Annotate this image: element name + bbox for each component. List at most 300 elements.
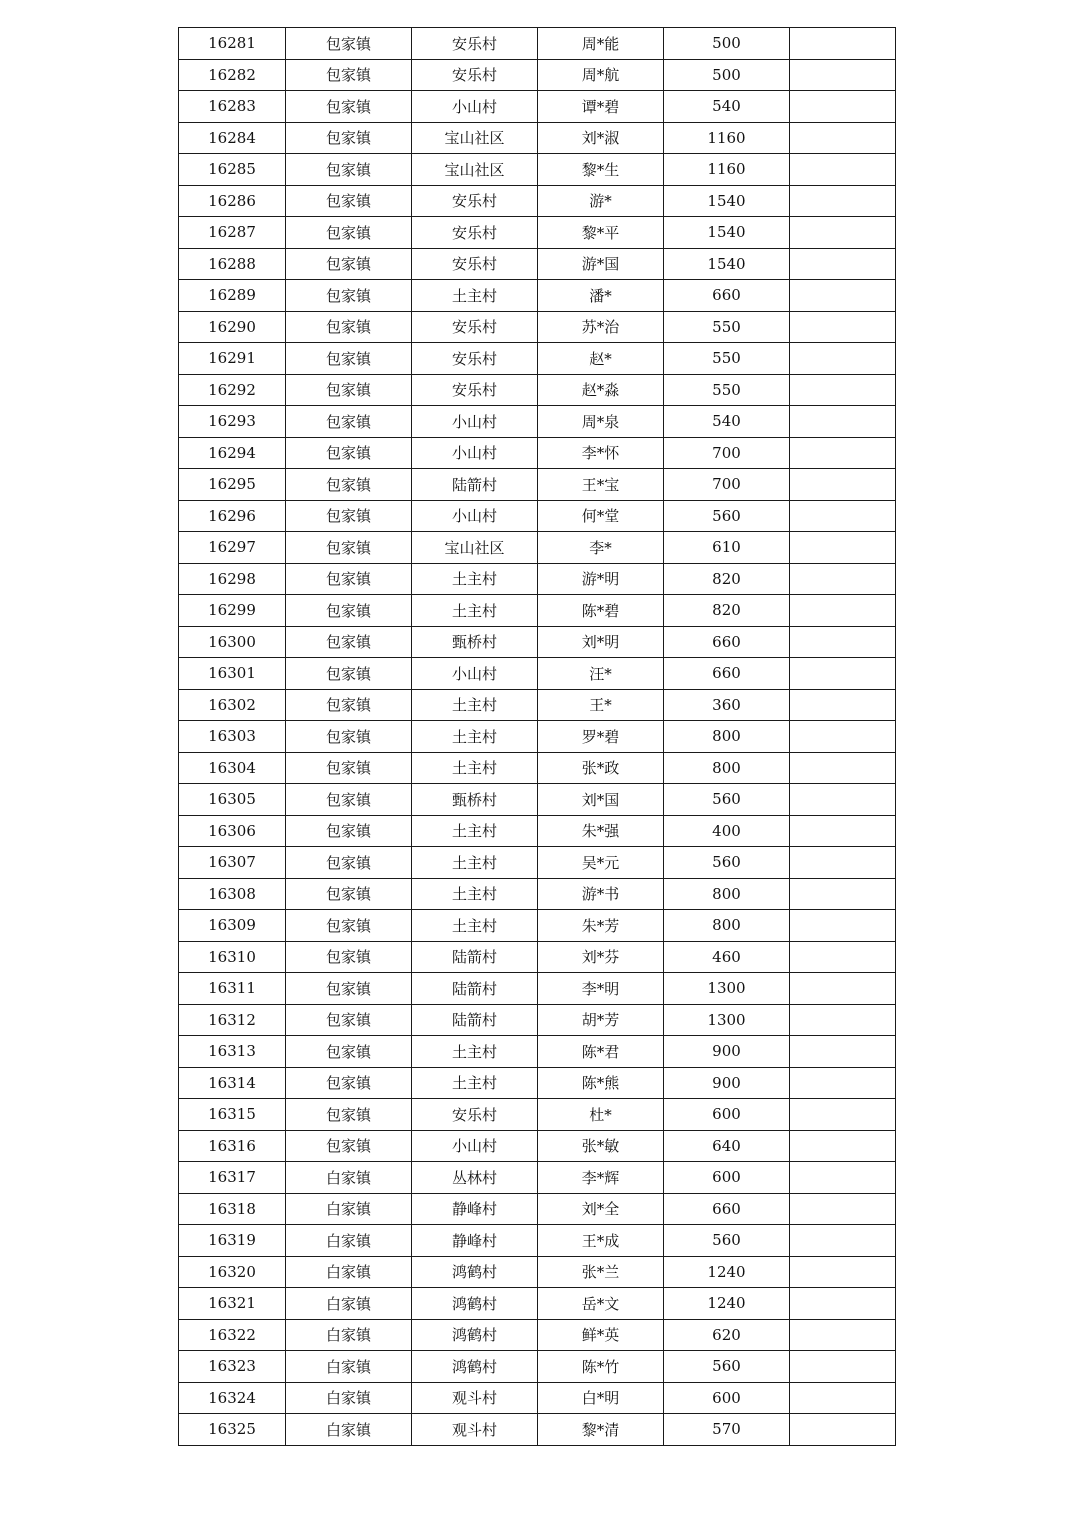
amount-cell: 1540 — [664, 248, 790, 280]
village-cell: 土主村 — [412, 752, 538, 784]
town-cell: 包家镇 — [286, 311, 412, 343]
village-cell: 土主村 — [412, 847, 538, 879]
amount-cell: 1160 — [664, 154, 790, 186]
village-cell: 观斗村 — [412, 1414, 538, 1446]
row-number-cell: 16305 — [179, 784, 286, 816]
town-cell: 包家镇 — [286, 437, 412, 469]
town-cell: 包家镇 — [286, 847, 412, 879]
row-number-cell: 16313 — [179, 1036, 286, 1068]
name-cell: 周*能 — [538, 28, 664, 60]
village-cell: 安乐村 — [412, 28, 538, 60]
village-cell: 小山村 — [412, 91, 538, 123]
row-number-cell: 16282 — [179, 59, 286, 91]
row-number-cell: 16318 — [179, 1193, 286, 1225]
amount-cell: 1300 — [664, 973, 790, 1005]
village-cell: 安乐村 — [412, 1099, 538, 1131]
row-number-cell: 16311 — [179, 973, 286, 1005]
name-cell: 李*辉 — [538, 1162, 664, 1194]
amount-cell: 900 — [664, 1036, 790, 1068]
remark-cell — [790, 500, 896, 532]
amount-cell: 700 — [664, 437, 790, 469]
remark-cell — [790, 563, 896, 595]
town-cell: 包家镇 — [286, 563, 412, 595]
village-cell: 土主村 — [412, 563, 538, 595]
village-cell: 土主村 — [412, 815, 538, 847]
name-cell: 游*书 — [538, 878, 664, 910]
name-cell: 周*泉 — [538, 406, 664, 438]
table-row — [179, 248, 896, 280]
remark-cell — [790, 658, 896, 690]
town-cell: 包家镇 — [286, 469, 412, 501]
amount-cell: 700 — [664, 469, 790, 501]
amount-cell: 560 — [664, 1225, 790, 1257]
village-cell: 土主村 — [412, 878, 538, 910]
town-cell: 包家镇 — [286, 878, 412, 910]
amount-cell: 550 — [664, 343, 790, 375]
town-cell: 白家镇 — [286, 1319, 412, 1351]
town-cell: 白家镇 — [286, 1414, 412, 1446]
amount-cell: 560 — [664, 1351, 790, 1383]
table-row — [179, 469, 896, 501]
table-row — [179, 1036, 896, 1068]
name-cell: 王* — [538, 689, 664, 721]
name-cell: 周*航 — [538, 59, 664, 91]
remark-cell — [790, 941, 896, 973]
row-number-cell: 16317 — [179, 1162, 286, 1194]
village-cell: 甄桥村 — [412, 626, 538, 658]
village-cell: 土主村 — [412, 1036, 538, 1068]
remark-cell — [790, 1225, 896, 1257]
table-row — [179, 532, 896, 564]
table-row — [179, 1288, 896, 1320]
row-number-cell: 16316 — [179, 1130, 286, 1162]
village-cell: 陆箭村 — [412, 973, 538, 1005]
name-cell: 李* — [538, 532, 664, 564]
village-cell: 土主村 — [412, 721, 538, 753]
village-cell: 鸿鹤村 — [412, 1319, 538, 1351]
table-row — [179, 500, 896, 532]
table-row — [179, 1256, 896, 1288]
row-number-cell: 16300 — [179, 626, 286, 658]
town-cell: 包家镇 — [286, 689, 412, 721]
row-number-cell: 16324 — [179, 1382, 286, 1414]
remark-cell — [790, 1099, 896, 1131]
table-row — [179, 1225, 896, 1257]
remark-cell — [790, 1288, 896, 1320]
row-number-cell: 16302 — [179, 689, 286, 721]
remark-cell — [790, 185, 896, 217]
amount-cell: 800 — [664, 752, 790, 784]
table-row — [179, 1193, 896, 1225]
table-row — [179, 280, 896, 312]
name-cell: 李*怀 — [538, 437, 664, 469]
table-row — [179, 217, 896, 249]
row-number-cell: 16314 — [179, 1067, 286, 1099]
town-cell: 白家镇 — [286, 1288, 412, 1320]
row-number-cell: 16303 — [179, 721, 286, 753]
name-cell: 岳*文 — [538, 1288, 664, 1320]
table-row — [179, 1162, 896, 1194]
town-cell: 包家镇 — [286, 154, 412, 186]
name-cell: 赵*淼 — [538, 374, 664, 406]
table-row — [179, 406, 896, 438]
name-cell: 刘*全 — [538, 1193, 664, 1225]
name-cell: 黎*生 — [538, 154, 664, 186]
village-cell: 甄桥村 — [412, 784, 538, 816]
amount-cell: 540 — [664, 91, 790, 123]
row-number-cell: 16319 — [179, 1225, 286, 1257]
table-body — [179, 28, 896, 1446]
town-cell: 包家镇 — [286, 280, 412, 312]
name-cell: 胡*芳 — [538, 1004, 664, 1036]
village-cell: 丛林村 — [412, 1162, 538, 1194]
town-cell: 白家镇 — [286, 1382, 412, 1414]
table-row — [179, 374, 896, 406]
town-cell: 包家镇 — [286, 185, 412, 217]
table-row — [179, 878, 896, 910]
village-cell: 安乐村 — [412, 311, 538, 343]
amount-cell: 610 — [664, 532, 790, 564]
amount-cell: 600 — [664, 1162, 790, 1194]
name-cell: 张*政 — [538, 752, 664, 784]
remark-cell — [790, 1256, 896, 1288]
village-cell: 安乐村 — [412, 59, 538, 91]
name-cell: 刘*国 — [538, 784, 664, 816]
town-cell: 包家镇 — [286, 910, 412, 942]
name-cell: 游*国 — [538, 248, 664, 280]
row-number-cell: 16281 — [179, 28, 286, 60]
town-cell: 包家镇 — [286, 1036, 412, 1068]
row-number-cell: 16325 — [179, 1414, 286, 1446]
village-cell: 小山村 — [412, 437, 538, 469]
village-cell: 小山村 — [412, 1130, 538, 1162]
remark-cell — [790, 1130, 896, 1162]
remark-cell — [790, 1382, 896, 1414]
row-number-cell: 16323 — [179, 1351, 286, 1383]
table-row — [179, 626, 896, 658]
remark-cell — [790, 28, 896, 60]
remark-cell — [790, 847, 896, 879]
name-cell: 朱*芳 — [538, 910, 664, 942]
amount-cell: 660 — [664, 658, 790, 690]
town-cell: 包家镇 — [286, 1067, 412, 1099]
name-cell: 朱*强 — [538, 815, 664, 847]
remark-cell — [790, 1004, 896, 1036]
village-cell: 土主村 — [412, 595, 538, 627]
name-cell: 刘*芬 — [538, 941, 664, 973]
village-cell: 安乐村 — [412, 185, 538, 217]
amount-cell: 800 — [664, 878, 790, 910]
row-number-cell: 16298 — [179, 563, 286, 595]
name-cell: 刘*明 — [538, 626, 664, 658]
table-row — [179, 784, 896, 816]
town-cell: 包家镇 — [286, 59, 412, 91]
row-number-cell: 16294 — [179, 437, 286, 469]
table-row — [179, 1319, 896, 1351]
amount-cell: 660 — [664, 1193, 790, 1225]
name-cell: 谭*碧 — [538, 91, 664, 123]
table-row — [179, 185, 896, 217]
village-cell: 小山村 — [412, 406, 538, 438]
row-number-cell: 16287 — [179, 217, 286, 249]
amount-cell: 600 — [664, 1382, 790, 1414]
remark-cell — [790, 122, 896, 154]
table-row — [179, 154, 896, 186]
village-cell: 静峰村 — [412, 1193, 538, 1225]
row-number-cell: 16291 — [179, 343, 286, 375]
amount-cell: 560 — [664, 847, 790, 879]
town-cell: 包家镇 — [286, 500, 412, 532]
village-cell: 宝山社区 — [412, 122, 538, 154]
town-cell: 包家镇 — [286, 784, 412, 816]
name-cell: 游* — [538, 185, 664, 217]
village-cell: 小山村 — [412, 500, 538, 532]
town-cell: 包家镇 — [286, 532, 412, 564]
table-row — [179, 1351, 896, 1383]
amount-cell: 1240 — [664, 1256, 790, 1288]
amount-cell: 500 — [664, 28, 790, 60]
name-cell: 赵* — [538, 343, 664, 375]
name-cell: 张*敏 — [538, 1130, 664, 1162]
name-cell: 鲜*英 — [538, 1319, 664, 1351]
amount-cell: 900 — [664, 1067, 790, 1099]
name-cell: 陈*竹 — [538, 1351, 664, 1383]
table-row — [179, 1382, 896, 1414]
village-cell: 土主村 — [412, 689, 538, 721]
village-cell: 鸿鹤村 — [412, 1256, 538, 1288]
village-cell: 观斗村 — [412, 1382, 538, 1414]
village-cell: 宝山社区 — [412, 532, 538, 564]
amount-cell: 360 — [664, 689, 790, 721]
town-cell: 包家镇 — [286, 721, 412, 753]
row-number-cell: 16312 — [179, 1004, 286, 1036]
name-cell: 陈*君 — [538, 1036, 664, 1068]
remark-cell — [790, 878, 896, 910]
table-row — [179, 1414, 896, 1446]
remark-cell — [790, 437, 896, 469]
village-cell: 静峰村 — [412, 1225, 538, 1257]
town-cell: 包家镇 — [286, 1004, 412, 1036]
row-number-cell: 16321 — [179, 1288, 286, 1320]
village-cell: 陆箭村 — [412, 941, 538, 973]
row-number-cell: 16304 — [179, 752, 286, 784]
row-number-cell: 16297 — [179, 532, 286, 564]
village-cell: 安乐村 — [412, 374, 538, 406]
remark-cell — [790, 721, 896, 753]
name-cell: 李*明 — [538, 973, 664, 1005]
village-cell: 宝山社区 — [412, 154, 538, 186]
row-number-cell: 16295 — [179, 469, 286, 501]
remark-cell — [790, 248, 896, 280]
village-cell: 安乐村 — [412, 248, 538, 280]
remark-cell — [790, 1036, 896, 1068]
amount-cell: 1240 — [664, 1288, 790, 1320]
table-row — [179, 721, 896, 753]
row-number-cell: 16320 — [179, 1256, 286, 1288]
name-cell: 何*堂 — [538, 500, 664, 532]
remark-cell — [790, 343, 896, 375]
name-cell: 陈*熊 — [538, 1067, 664, 1099]
town-cell: 白家镇 — [286, 1256, 412, 1288]
town-cell: 包家镇 — [286, 343, 412, 375]
remark-cell — [790, 626, 896, 658]
amount-cell: 640 — [664, 1130, 790, 1162]
table-row — [179, 815, 896, 847]
remark-cell — [790, 469, 896, 501]
table-row — [179, 595, 896, 627]
row-number-cell: 16283 — [179, 91, 286, 123]
name-cell: 杜* — [538, 1099, 664, 1131]
town-cell: 白家镇 — [286, 1351, 412, 1383]
row-number-cell: 16308 — [179, 878, 286, 910]
town-cell: 包家镇 — [286, 217, 412, 249]
town-cell: 包家镇 — [286, 815, 412, 847]
remark-cell — [790, 59, 896, 91]
remark-cell — [790, 815, 896, 847]
remark-cell — [790, 374, 896, 406]
town-cell: 包家镇 — [286, 248, 412, 280]
row-number-cell: 16296 — [179, 500, 286, 532]
village-cell: 土主村 — [412, 1067, 538, 1099]
name-cell: 张*兰 — [538, 1256, 664, 1288]
amount-cell: 500 — [664, 59, 790, 91]
town-cell: 包家镇 — [286, 374, 412, 406]
row-number-cell: 16286 — [179, 185, 286, 217]
amount-cell: 550 — [664, 374, 790, 406]
amount-cell: 570 — [664, 1414, 790, 1446]
row-number-cell: 16315 — [179, 1099, 286, 1131]
table-row — [179, 910, 896, 942]
name-cell: 王*宝 — [538, 469, 664, 501]
name-cell: 吴*元 — [538, 847, 664, 879]
table-row — [179, 437, 896, 469]
town-cell: 包家镇 — [286, 91, 412, 123]
data-table — [178, 27, 896, 1446]
town-cell: 包家镇 — [286, 406, 412, 438]
name-cell: 游*明 — [538, 563, 664, 595]
remark-cell — [790, 1351, 896, 1383]
village-cell: 鸿鹤村 — [412, 1288, 538, 1320]
table-row — [179, 752, 896, 784]
amount-cell: 1540 — [664, 217, 790, 249]
village-cell: 鸿鹤村 — [412, 1351, 538, 1383]
town-cell: 包家镇 — [286, 122, 412, 154]
town-cell: 包家镇 — [286, 595, 412, 627]
row-number-cell: 16289 — [179, 280, 286, 312]
village-cell: 土主村 — [412, 910, 538, 942]
row-number-cell: 16292 — [179, 374, 286, 406]
row-number-cell: 16301 — [179, 658, 286, 690]
remark-cell — [790, 217, 896, 249]
remark-cell — [790, 280, 896, 312]
name-cell: 刘*淑 — [538, 122, 664, 154]
town-cell: 白家镇 — [286, 1225, 412, 1257]
town-cell: 包家镇 — [286, 941, 412, 973]
amount-cell: 550 — [664, 311, 790, 343]
table-row — [179, 1099, 896, 1131]
table-row — [179, 91, 896, 123]
remark-cell — [790, 784, 896, 816]
row-number-cell: 16306 — [179, 815, 286, 847]
table-row — [179, 1067, 896, 1099]
table-row — [179, 59, 896, 91]
row-number-cell: 16284 — [179, 122, 286, 154]
row-number-cell: 16285 — [179, 154, 286, 186]
remark-cell — [790, 595, 896, 627]
remark-cell — [790, 689, 896, 721]
remark-cell — [790, 1414, 896, 1446]
table-row — [179, 973, 896, 1005]
table-row — [179, 1130, 896, 1162]
table-row — [179, 847, 896, 879]
name-cell: 王*成 — [538, 1225, 664, 1257]
amount-cell: 460 — [664, 941, 790, 973]
row-number-cell: 16310 — [179, 941, 286, 973]
town-cell: 包家镇 — [286, 1130, 412, 1162]
remark-cell — [790, 973, 896, 1005]
name-cell: 白*明 — [538, 1382, 664, 1414]
amount-cell: 820 — [664, 563, 790, 595]
table-row — [179, 689, 896, 721]
amount-cell: 820 — [664, 595, 790, 627]
table-row — [179, 122, 896, 154]
village-cell: 小山村 — [412, 658, 538, 690]
town-cell: 包家镇 — [286, 658, 412, 690]
amount-cell: 1540 — [664, 185, 790, 217]
row-number-cell: 16290 — [179, 311, 286, 343]
remark-cell — [790, 532, 896, 564]
name-cell: 潘* — [538, 280, 664, 312]
table-row — [179, 28, 896, 60]
amount-cell: 540 — [664, 406, 790, 438]
amount-cell: 560 — [664, 784, 790, 816]
row-number-cell: 16299 — [179, 595, 286, 627]
amount-cell: 600 — [664, 1099, 790, 1131]
row-number-cell: 16293 — [179, 406, 286, 438]
table-row — [179, 563, 896, 595]
remark-cell — [790, 1319, 896, 1351]
amount-cell: 1160 — [664, 122, 790, 154]
remark-cell — [790, 752, 896, 784]
remark-cell — [790, 1067, 896, 1099]
remark-cell — [790, 910, 896, 942]
town-cell: 包家镇 — [286, 626, 412, 658]
town-cell: 包家镇 — [286, 28, 412, 60]
name-cell: 陈*碧 — [538, 595, 664, 627]
row-number-cell: 16309 — [179, 910, 286, 942]
town-cell: 包家镇 — [286, 752, 412, 784]
name-cell: 苏*治 — [538, 311, 664, 343]
amount-cell: 800 — [664, 721, 790, 753]
table-row — [179, 1004, 896, 1036]
amount-cell: 620 — [664, 1319, 790, 1351]
amount-cell: 400 — [664, 815, 790, 847]
amount-cell: 800 — [664, 910, 790, 942]
table-row — [179, 343, 896, 375]
village-cell: 土主村 — [412, 280, 538, 312]
village-cell: 陆箭村 — [412, 1004, 538, 1036]
town-cell: 包家镇 — [286, 973, 412, 1005]
amount-cell: 1300 — [664, 1004, 790, 1036]
table-row — [179, 658, 896, 690]
village-cell: 陆箭村 — [412, 469, 538, 501]
row-number-cell: 16288 — [179, 248, 286, 280]
name-cell: 汪* — [538, 658, 664, 690]
name-cell: 黎*清 — [538, 1414, 664, 1446]
amount-cell: 660 — [664, 626, 790, 658]
village-cell: 安乐村 — [412, 217, 538, 249]
name-cell: 罗*碧 — [538, 721, 664, 753]
